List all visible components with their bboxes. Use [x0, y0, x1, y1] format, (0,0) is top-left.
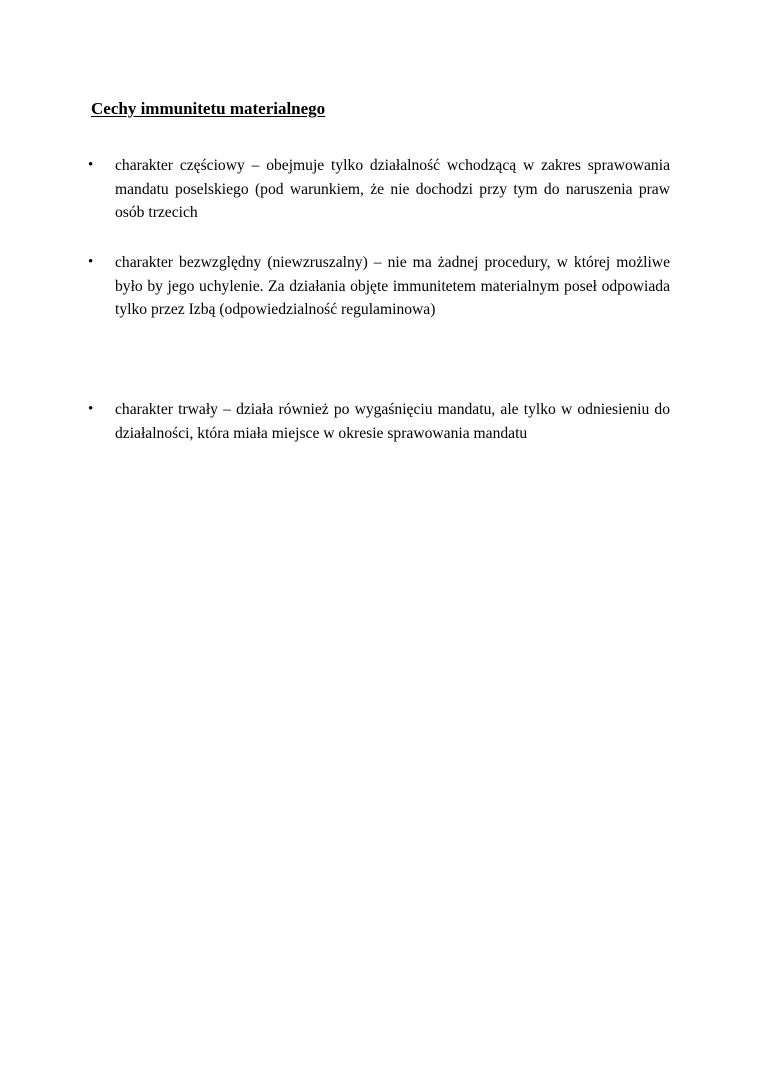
bullet-icon: • [88, 401, 94, 417]
list-item [88, 251, 670, 322]
document-heading: Cechy immunitetu materialnego [91, 99, 326, 118]
bullet-icon: • [88, 157, 94, 173]
bullet-icon: • [88, 254, 94, 270]
list-item [88, 398, 670, 445]
list-item [88, 154, 670, 225]
list-item-text: charakter trwały – działa również po wygaśnięciu mandatu, ale tylko w odniesieniu do działalności, która miała miejsce w okresie sprawowania mandatu [115, 401, 670, 442]
list-item-text: charakter bezwzględny (niewzruszalny) – nie ma żadnej procedury, w której możliwe było by jego uchylenie. Za działania objęte immunitetem materialnym poseł odpowiada tylko przez Izbą (odpowiedzialność regulaminowa) [115, 254, 670, 318]
list-item-text: charakter częściowy – obejmuje tylko działalność wchodzącą w zakres sprawowania mandatu poselskiego (pod warunkiem, że nie dochodzi przy tym do naruszenia praw osób trzecich [115, 157, 670, 221]
